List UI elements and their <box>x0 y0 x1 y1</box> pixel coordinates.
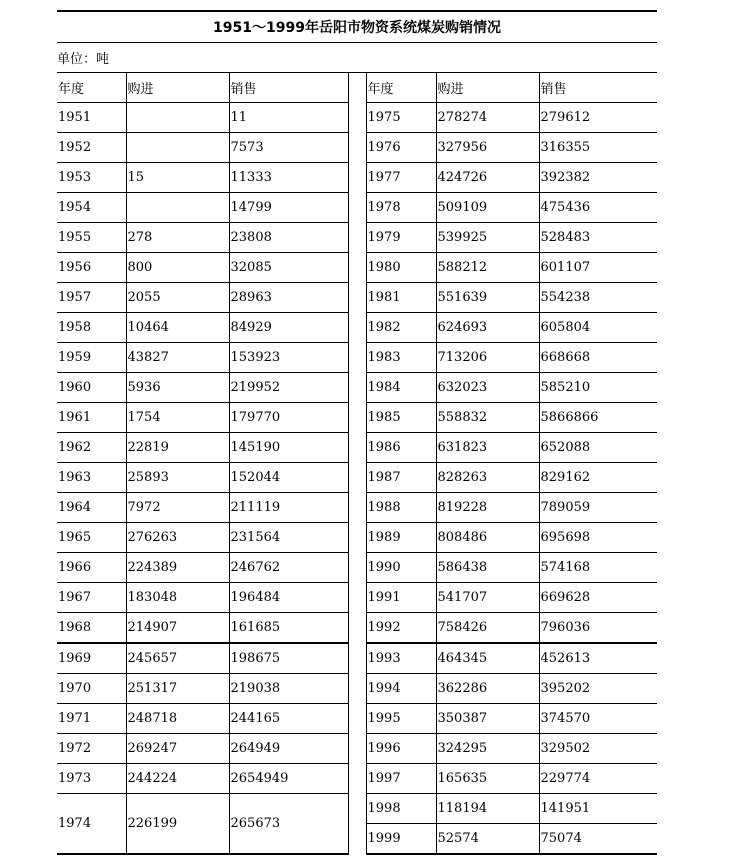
right-year-cell: 1985 <box>366 403 436 433</box>
left-sales-cell: 264949 <box>229 734 348 764</box>
right-sales-cell: 475436 <box>539 193 657 223</box>
left-sales-cell: 28963 <box>229 283 348 313</box>
right-year-cell: 1992 <box>366 613 436 644</box>
left-purchase-cell: 22819 <box>126 433 229 463</box>
right-purchase-cell: 350387 <box>436 704 539 734</box>
right-sales-cell: 329502 <box>539 734 657 764</box>
left-sales-cell: 198675 <box>229 643 348 674</box>
left-sales-cell: 32085 <box>229 253 348 283</box>
left-sales-cell: 2654949 <box>229 764 348 794</box>
left-sales-cell: 145190 <box>229 433 348 463</box>
left-year-cell: 1973 <box>57 764 126 794</box>
left-purchase-cell <box>126 103 229 133</box>
left-sales-cell: 23808 <box>229 223 348 253</box>
left-purchase-cell: 226199 <box>126 794 229 855</box>
right-sales-cell: 829162 <box>539 463 657 493</box>
left-year-cell: 1972 <box>57 734 126 764</box>
left-sales-cell: 161685 <box>229 613 348 644</box>
right-purchase-cell: 327956 <box>436 133 539 163</box>
header-row <box>57 73 657 103</box>
right-year-cell: 1988 <box>366 493 436 523</box>
left-purchase-cell: 248718 <box>126 704 229 734</box>
left-purchase-cell: 183048 <box>126 583 229 613</box>
right-sales-cell: 229774 <box>539 764 657 794</box>
left-year-cell: 1953 <box>57 163 126 193</box>
right-purchase-cell: 588212 <box>436 253 539 283</box>
left-year-cell: 1969 <box>57 643 126 674</box>
left-purchase-cell: 5936 <box>126 373 229 403</box>
right-sales-cell: 605804 <box>539 313 657 343</box>
left-year-header: 年度 <box>57 73 126 103</box>
coal-table <box>57 73 657 855</box>
right-sales-cell: 574168 <box>539 553 657 583</box>
right-purchase-header: 购进 <box>436 73 539 103</box>
right-sales-cell: 374570 <box>539 704 657 734</box>
left-year-cell: 1965 <box>57 523 126 553</box>
left-year-cell: 1955 <box>57 223 126 253</box>
right-sales-cell: 601107 <box>539 253 657 283</box>
right-sales-cell: 652088 <box>539 433 657 463</box>
right-sales-cell: 5866866 <box>539 403 657 433</box>
right-sales-cell: 585210 <box>539 373 657 403</box>
left-purchase-cell: 43827 <box>126 343 229 373</box>
right-year-cell: 1976 <box>366 133 436 163</box>
left-year-cell: 1967 <box>57 583 126 613</box>
left-purchase-cell: 7972 <box>126 493 229 523</box>
right-sales-cell: 554238 <box>539 283 657 313</box>
right-year-cell: 1990 <box>366 553 436 583</box>
left-year-cell: 1968 <box>57 613 126 644</box>
right-purchase-cell: 424726 <box>436 163 539 193</box>
left-year-cell: 1959 <box>57 343 126 373</box>
left-sales-cell: 219038 <box>229 674 348 704</box>
left-sales-cell: 14799 <box>229 193 348 223</box>
right-year-cell: 1989 <box>366 523 436 553</box>
left-purchase-cell: 214907 <box>126 613 229 644</box>
right-sales-cell: 141951 <box>539 794 657 824</box>
right-year-cell: 1981 <box>366 283 436 313</box>
right-purchase-cell: 819228 <box>436 493 539 523</box>
left-purchase-cell: 1754 <box>126 403 229 433</box>
unit-label: 单位：吨 <box>57 43 657 73</box>
right-purchase-cell: 509109 <box>436 193 539 223</box>
right-purchase-cell: 632023 <box>436 373 539 403</box>
left-sales-cell: 196484 <box>229 583 348 613</box>
right-purchase-cell: 324295 <box>436 734 539 764</box>
document-title: 1951～1999年岳阳市物资系统煤炭购销情况 <box>57 10 657 43</box>
left-sales-cell: 179770 <box>229 403 348 433</box>
right-purchase-cell: 713206 <box>436 343 539 373</box>
left-year-cell: 1952 <box>57 133 126 163</box>
right-year-cell: 1993 <box>366 643 436 674</box>
right-year-cell: 1991 <box>366 583 436 613</box>
right-purchase-cell: 165635 <box>436 764 539 794</box>
left-sales-cell: 244165 <box>229 704 348 734</box>
right-sales-header: 销售 <box>539 73 657 103</box>
right-year-cell: 1999 <box>366 824 436 855</box>
right-year-cell: 1975 <box>366 103 436 133</box>
right-year-cell: 1979 <box>366 223 436 253</box>
left-sales-cell: 152044 <box>229 463 348 493</box>
left-purchase-cell: 276263 <box>126 523 229 553</box>
right-year-cell: 1978 <box>366 193 436 223</box>
right-year-cell: 1980 <box>366 253 436 283</box>
left-sales-cell: 11333 <box>229 163 348 193</box>
left-purchase-cell: 2055 <box>126 283 229 313</box>
left-sales-cell: 231564 <box>229 523 348 553</box>
right-sales-cell: 668668 <box>539 343 657 373</box>
right-sales-cell: 395202 <box>539 674 657 704</box>
right-purchase-cell: 541707 <box>436 583 539 613</box>
left-purchase-cell: 800 <box>126 253 229 283</box>
right-year-header: 年度 <box>366 73 436 103</box>
left-year-cell: 1954 <box>57 193 126 223</box>
left-purchase-cell: 15 <box>126 163 229 193</box>
right-purchase-cell: 278274 <box>436 103 539 133</box>
left-year-cell: 1960 <box>57 373 126 403</box>
right-year-cell: 1998 <box>366 794 436 824</box>
left-sales-cell: 265673 <box>229 794 348 855</box>
right-year-cell: 1982 <box>366 313 436 343</box>
right-purchase-cell: 586438 <box>436 553 539 583</box>
left-purchase-cell: 25893 <box>126 463 229 493</box>
right-purchase-cell: 118194 <box>436 794 539 824</box>
left-year-cell: 1966 <box>57 553 126 583</box>
right-year-cell: 1977 <box>366 163 436 193</box>
right-year-cell: 1997 <box>366 764 436 794</box>
right-sales-cell: 789059 <box>539 493 657 523</box>
column-gap <box>348 73 366 854</box>
left-purchase-header: 购进 <box>126 73 229 103</box>
right-year-cell: 1996 <box>366 734 436 764</box>
left-sales-cell: 211119 <box>229 493 348 523</box>
left-purchase-cell <box>126 193 229 223</box>
left-sales-cell: 219952 <box>229 373 348 403</box>
left-year-cell: 1964 <box>57 493 126 523</box>
right-purchase-cell: 558832 <box>436 403 539 433</box>
left-year-cell: 1958 <box>57 313 126 343</box>
document <box>57 10 657 855</box>
right-purchase-cell: 631823 <box>436 433 539 463</box>
left-purchase-cell: 224389 <box>126 553 229 583</box>
left-sales-cell: 153923 <box>229 343 348 373</box>
left-purchase-cell: 278 <box>126 223 229 253</box>
right-purchase-cell: 52574 <box>436 824 539 855</box>
right-purchase-cell: 539925 <box>436 223 539 253</box>
left-sales-cell: 7573 <box>229 133 348 163</box>
left-sales-cell: 11 <box>229 103 348 133</box>
left-year-cell: 1957 <box>57 283 126 313</box>
right-year-cell: 1994 <box>366 674 436 704</box>
left-sales-header: 销售 <box>229 73 348 103</box>
left-year-cell: 1951 <box>57 103 126 133</box>
right-sales-cell: 528483 <box>539 223 657 253</box>
right-purchase-cell: 551639 <box>436 283 539 313</box>
left-purchase-cell: 245657 <box>126 643 229 674</box>
right-year-cell: 1984 <box>366 373 436 403</box>
right-sales-cell: 695698 <box>539 523 657 553</box>
left-purchase-cell <box>126 133 229 163</box>
right-purchase-cell: 808486 <box>436 523 539 553</box>
right-year-cell: 1986 <box>366 433 436 463</box>
right-purchase-cell: 828263 <box>436 463 539 493</box>
left-year-cell: 1974 <box>57 794 126 855</box>
right-purchase-cell: 362286 <box>436 674 539 704</box>
left-year-cell: 1956 <box>57 253 126 283</box>
left-purchase-cell: 269247 <box>126 734 229 764</box>
right-purchase-cell: 464345 <box>436 643 539 674</box>
left-sales-cell: 84929 <box>229 313 348 343</box>
right-purchase-cell: 758426 <box>436 613 539 644</box>
left-year-cell: 1961 <box>57 403 126 433</box>
left-year-cell: 1971 <box>57 704 126 734</box>
left-year-cell: 1970 <box>57 674 126 704</box>
right-year-cell: 1983 <box>366 343 436 373</box>
right-purchase-cell: 624693 <box>436 313 539 343</box>
right-sales-cell: 452613 <box>539 643 657 674</box>
right-year-cell: 1995 <box>366 704 436 734</box>
right-sales-cell: 392382 <box>539 163 657 193</box>
right-sales-cell: 75074 <box>539 824 657 855</box>
left-sales-cell: 246762 <box>229 553 348 583</box>
right-year-cell: 1987 <box>366 463 436 493</box>
left-year-cell: 1962 <box>57 433 126 463</box>
right-sales-cell: 796036 <box>539 613 657 644</box>
left-purchase-cell: 244224 <box>126 764 229 794</box>
right-sales-cell: 669628 <box>539 583 657 613</box>
right-sales-cell: 279612 <box>539 103 657 133</box>
left-purchase-cell: 10464 <box>126 313 229 343</box>
left-purchase-cell: 251317 <box>126 674 229 704</box>
right-sales-cell: 316355 <box>539 133 657 163</box>
left-year-cell: 1963 <box>57 463 126 493</box>
